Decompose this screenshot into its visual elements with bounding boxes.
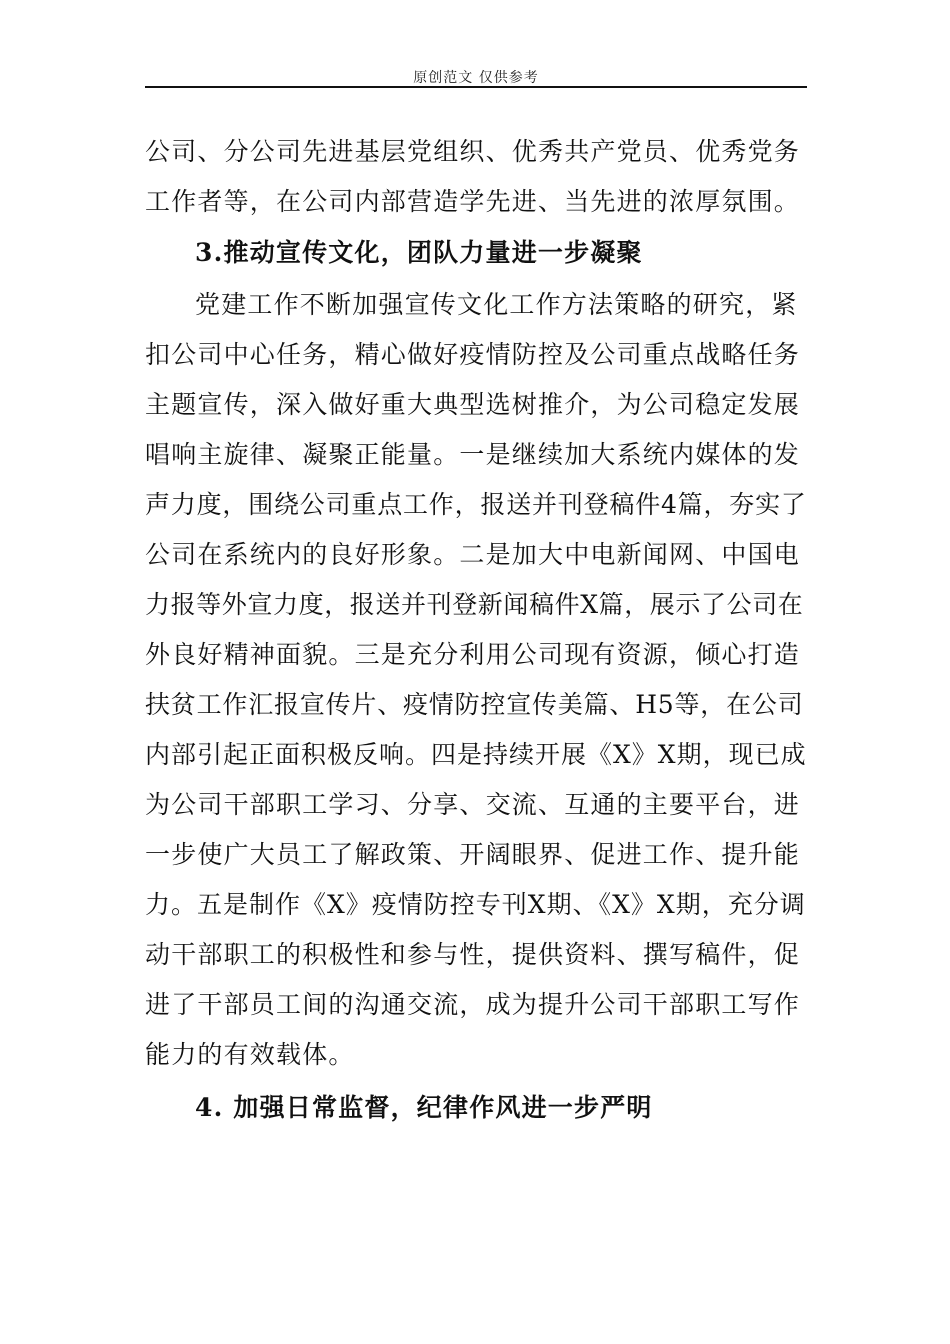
body-text-line: 工作者等，在公司内部营造学先进、当先进的浓厚氛围。 bbox=[145, 187, 801, 216]
paragraph-line: 声力度，围绕公司重点工作，报送并刊登稿件4篇，夯实了 bbox=[145, 490, 807, 519]
paragraph-line: 公司在系统内的良好形象。二是加大中电新闻网、中国电 bbox=[145, 540, 801, 569]
paragraph-line: 内部引起正面积极反响。四是持续开展《X》X期，现已成 bbox=[145, 740, 807, 769]
paragraph-line: 扣公司中心任务，精心做好疫情防控及公司重点战略任务 bbox=[145, 340, 801, 369]
section-heading: 4. 加强日常监督，纪律作风进一步严明 bbox=[195, 1093, 653, 1122]
paragraph-line: 动干部职工的积极性和参与性，提供资料、撰写稿件，促 bbox=[145, 940, 801, 969]
paragraph-line: 一步使广大员工了解政策、开阔眼界、促进工作、提升能 bbox=[145, 840, 801, 869]
paragraph-line: 扶贫工作汇报宣传片、疫情防控宣传美篇、H5等，在公司 bbox=[145, 690, 804, 719]
section-heading: 3.推动宣传文化，团队力量进一步凝聚 bbox=[195, 238, 643, 267]
paragraph-line: 党建工作不断加强宣传文化工作方法策略的研究，紧 bbox=[195, 290, 798, 319]
body-text-line: 公司、分公司先进基层党组织、优秀共产党员、优秀党务 bbox=[145, 137, 801, 166]
paragraph-line: 为公司干部职工学习、分享、交流、互通的主要平台，进 bbox=[145, 790, 801, 819]
paragraph-line: 主题宣传，深入做好重大典型选树推介，为公司稳定发展 bbox=[145, 390, 801, 419]
header-divider bbox=[145, 86, 807, 88]
paragraph-line: 外良好精神面貌。三是充分利用公司现有资源，倾心打造 bbox=[145, 640, 801, 669]
paragraph-line: 力。五是制作《X》疫情防控专刊X期、《X》X期，充分调 bbox=[145, 890, 806, 919]
page-header: 原创范文 仅供参考 bbox=[413, 70, 539, 86]
paragraph-line: 能力的有效载体。 bbox=[145, 1040, 355, 1069]
paragraph-line: 唱响主旋律、凝聚正能量。一是继续加大系统内媒体的发 bbox=[145, 440, 801, 469]
paragraph-line: 力报等外宣力度，报送并刊登新闻稿件X篇，展示了公司在 bbox=[145, 590, 804, 619]
paragraph-line: 进了干部员工间的沟通交流，成为提升公司干部职工写作 bbox=[145, 990, 801, 1019]
